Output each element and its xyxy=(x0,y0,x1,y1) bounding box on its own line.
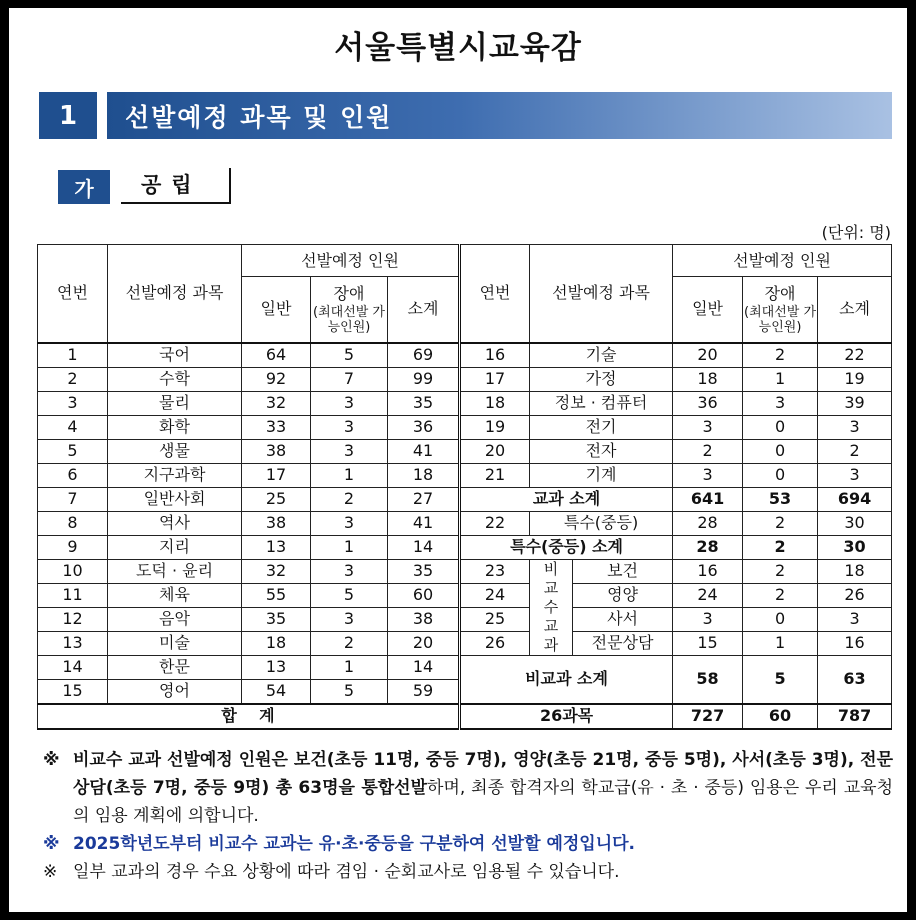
cell-general: 16 xyxy=(673,559,743,583)
header-disabled-label: 장애 xyxy=(764,284,796,304)
cell-disabled: 1 xyxy=(311,535,388,559)
cell-general: 20 xyxy=(673,343,743,368)
nonsubject-subtotal-total: 63 xyxy=(818,655,892,704)
cell-general: 2 xyxy=(673,439,743,463)
cell-general: 28 xyxy=(673,511,743,535)
note-1 xyxy=(43,746,893,830)
cell-general: 35 xyxy=(242,607,311,631)
cell-disabled: 2 xyxy=(743,583,818,607)
cell-no: 14 xyxy=(38,655,108,679)
cell-subject: 화학 xyxy=(108,415,242,439)
cell-no: 25 xyxy=(460,607,530,631)
cell-no: 23 xyxy=(460,559,530,583)
table-row xyxy=(38,535,892,559)
cell-disabled: 7 xyxy=(311,367,388,391)
cell-no: 16 xyxy=(460,343,530,368)
header-disabled-note: (최대선발 가능인원) xyxy=(313,305,385,336)
nonsubject-subtotal-general: 58 xyxy=(673,655,743,704)
header-row xyxy=(38,245,892,277)
cell-disabled: 5 xyxy=(311,679,388,704)
cell-general: 17 xyxy=(242,463,311,487)
grand-total-label: 합 계 xyxy=(38,704,460,729)
cell-disabled: 3 xyxy=(311,391,388,415)
nonsubject-char: 비 xyxy=(543,559,559,578)
note-2 xyxy=(43,830,893,858)
cell-subtotal: 18 xyxy=(388,463,460,487)
cell-no: 24 xyxy=(460,583,530,607)
cell-no: 7 xyxy=(38,487,108,511)
cell-disabled: 3 xyxy=(311,511,388,535)
cell-no: 11 xyxy=(38,583,108,607)
cell-disabled: 0 xyxy=(743,415,818,439)
cell-no: 26 xyxy=(460,631,530,655)
grand-total-general: 727 xyxy=(673,704,743,729)
cell-subtotal: 3 xyxy=(818,415,892,439)
cell-general: 3 xyxy=(673,415,743,439)
grand-total-subjects: 26과목 xyxy=(460,704,673,729)
cell-general: 64 xyxy=(242,343,311,368)
cell-disabled: 3 xyxy=(311,559,388,583)
special-subtotal-total: 30 xyxy=(818,535,892,559)
cell-disabled: 2 xyxy=(311,631,388,655)
note-mark: ※ xyxy=(43,862,58,882)
cell-subject: 음악 xyxy=(108,607,242,631)
header-no: 연번 xyxy=(38,245,108,343)
nonsubject-subtotal-label: 비교과 소계 xyxy=(460,655,673,704)
cell-subject: 수학 xyxy=(108,367,242,391)
subject-subtotal-label: 교과 소계 xyxy=(460,487,673,511)
table-row xyxy=(38,391,892,415)
cell-subject: 지구과학 xyxy=(108,463,242,487)
cell-no: 19 xyxy=(460,415,530,439)
cell-disabled: 1 xyxy=(743,367,818,391)
cell-disabled: 1 xyxy=(743,631,818,655)
cell-no: 5 xyxy=(38,439,108,463)
cell-subtotal: 27 xyxy=(388,487,460,511)
table-row xyxy=(38,631,892,655)
nonsubject-group-cell xyxy=(530,559,673,655)
header-disabled xyxy=(743,277,818,343)
special-subtotal-label: 특수(중등) 소계 xyxy=(460,535,673,559)
cell-subject: 미술 xyxy=(108,631,242,655)
cell-no: 9 xyxy=(38,535,108,559)
quota-table xyxy=(37,244,892,730)
table-row xyxy=(38,559,892,583)
cell-subject: 생물 xyxy=(108,439,242,463)
cell-subtotal: 26 xyxy=(818,583,892,607)
cell-subtotal: 20 xyxy=(388,631,460,655)
cell-subject: 일반사회 xyxy=(108,487,242,511)
cell-subject: 기계 xyxy=(530,463,673,487)
subsection-title: 공립 xyxy=(121,168,231,204)
table-row xyxy=(38,367,892,391)
cell-no: 21 xyxy=(460,463,530,487)
cell-general: 13 xyxy=(242,655,311,679)
header-disabled-note: (최대선발 가능인원) xyxy=(744,305,817,336)
cell-disabled: 2 xyxy=(743,511,818,535)
subject-subtotal-total: 694 xyxy=(818,487,892,511)
cell-subtotal: 59 xyxy=(388,679,460,704)
note-3 xyxy=(43,858,893,886)
note-3-text: 일부 교과의 경우 수요 상황에 따라 겸임 · 순회교사로 임용될 수 있습니다. xyxy=(73,862,620,882)
section-title: 선발예정 과목 및 인원 xyxy=(107,92,892,139)
cell-subject: 한문 xyxy=(108,655,242,679)
cell-general: 92 xyxy=(242,367,311,391)
cell-subtotal: 39 xyxy=(818,391,892,415)
nonsubject-char: 수 xyxy=(543,597,559,616)
cell-subject: 정보 · 컴퓨터 xyxy=(530,391,673,415)
section-number: 1 xyxy=(39,92,97,139)
header-subject: 선발예정 과목 xyxy=(108,245,242,343)
note-mark: ※ xyxy=(43,834,60,854)
cell-subject: 역사 xyxy=(108,511,242,535)
cell-subject: 전문상담 xyxy=(591,633,654,652)
note-1-text xyxy=(73,746,893,830)
cell-disabled: 2 xyxy=(743,559,818,583)
unit-label: (단위: 명) xyxy=(821,223,891,242)
cell-subject: 사서 xyxy=(573,608,672,632)
cell-general: 36 xyxy=(673,391,743,415)
cell-disabled: 3 xyxy=(311,439,388,463)
cell-subject: 영어 xyxy=(108,679,242,704)
cell-subtotal: 69 xyxy=(388,343,460,368)
table-row xyxy=(38,607,892,631)
grand-total-total: 787 xyxy=(818,704,892,729)
cell-general: 32 xyxy=(242,391,311,415)
cell-general: 54 xyxy=(242,679,311,704)
cell-subject: 보건 xyxy=(573,560,672,584)
cell-no: 20 xyxy=(460,439,530,463)
cell-no: 17 xyxy=(460,367,530,391)
table-row xyxy=(38,511,892,535)
note-2-text: 2025학년도부터 비교수 교과는 유·초·중등을 구분하여 선발할 예정입니다. xyxy=(73,834,636,854)
cell-subject: 지리 xyxy=(108,535,242,559)
cell-general: 18 xyxy=(242,631,311,655)
cell-general: 32 xyxy=(242,559,311,583)
cell-subject: 체육 xyxy=(108,583,242,607)
cell-general: 33 xyxy=(242,415,311,439)
cell-no: 8 xyxy=(38,511,108,535)
cell-subject: 전자 xyxy=(530,439,673,463)
cell-disabled: 5 xyxy=(311,343,388,368)
cell-subtotal: 99 xyxy=(388,367,460,391)
cell-subject: 국어 xyxy=(108,343,242,368)
subject-subtotal-general: 641 xyxy=(673,487,743,511)
cell-disabled: 3 xyxy=(311,607,388,631)
cell-disabled: 2 xyxy=(743,343,818,368)
cell-subtotal: 60 xyxy=(388,583,460,607)
header-quota: 선발예정 인원 xyxy=(242,245,460,277)
table-row xyxy=(38,583,892,607)
cell-subtotal: 35 xyxy=(388,559,460,583)
subsection-label: 가 xyxy=(58,170,110,204)
table-row xyxy=(38,487,892,511)
cell-subject: 기술 xyxy=(530,343,673,368)
cell-no: 2 xyxy=(38,367,108,391)
cell-subject: 도덕 · 윤리 xyxy=(108,559,242,583)
header-subtotal: 소계 xyxy=(818,277,892,343)
nonsubject-subtotal-disabled: 5 xyxy=(743,655,818,704)
notes xyxy=(43,746,893,886)
cell-no: 1 xyxy=(38,343,108,368)
header-quota: 선발예정 인원 xyxy=(673,245,892,277)
cell-disabled: 3 xyxy=(311,415,388,439)
cell-subtotal: 3 xyxy=(818,607,892,631)
cell-no: 22 xyxy=(460,511,530,535)
header-subject: 선발예정 과목 xyxy=(530,245,673,343)
special-subtotal-disabled: 2 xyxy=(743,535,818,559)
cell-disabled: 1 xyxy=(311,655,388,679)
cell-no: 13 xyxy=(38,631,108,655)
grand-total-row xyxy=(38,704,892,729)
grand-total-disabled: 60 xyxy=(743,704,818,729)
cell-general: 3 xyxy=(673,607,743,631)
cell-subject: 영양 xyxy=(573,584,672,608)
cell-disabled: 3 xyxy=(743,391,818,415)
cell-subtotal: 2 xyxy=(818,439,892,463)
table-row xyxy=(38,439,892,463)
nonsubject-group-label xyxy=(530,560,573,655)
cell-general: 15 xyxy=(673,631,743,655)
cell-no: 18 xyxy=(460,391,530,415)
cell-general: 38 xyxy=(242,511,311,535)
cell-no: 10 xyxy=(38,559,108,583)
cell-subject: 특수(중등) xyxy=(530,511,673,535)
table-row xyxy=(38,415,892,439)
table-row xyxy=(38,655,892,679)
nonsubject-char: 과 xyxy=(543,635,559,654)
cell-no: 12 xyxy=(38,607,108,631)
cell-disabled: 2 xyxy=(311,487,388,511)
cell-general: 38 xyxy=(242,439,311,463)
table-row xyxy=(38,343,892,368)
cell-disabled: 0 xyxy=(743,439,818,463)
cell-disabled: 1 xyxy=(311,463,388,487)
cell-subtotal: 41 xyxy=(388,511,460,535)
cell-no: 4 xyxy=(38,415,108,439)
cell-subject: 가정 xyxy=(530,367,673,391)
cell-subtotal: 30 xyxy=(818,511,892,535)
cell-disabled: 0 xyxy=(743,607,818,631)
cell-subject: 물리 xyxy=(108,391,242,415)
cell-general: 13 xyxy=(242,535,311,559)
cell-subtotal: 35 xyxy=(388,391,460,415)
cell-subtotal: 19 xyxy=(818,367,892,391)
header-subtotal: 소계 xyxy=(388,277,460,343)
special-subtotal-general: 28 xyxy=(673,535,743,559)
cell-subtotal: 38 xyxy=(388,607,460,631)
cell-general: 55 xyxy=(242,583,311,607)
table-row xyxy=(38,463,892,487)
note-1-bold: 비교수 교과 선발예정 인원은 보건(초등 11명, 중등 7명), 영양(초등 21명, 중등 5명), 사서(초등 3명), 전문상담(초등 7명, 중등 9명) 총 63명을 통합선발 xyxy=(73,750,893,798)
cell-disabled: 5 xyxy=(311,583,388,607)
cell-general: 18 xyxy=(673,367,743,391)
note-mark: ※ xyxy=(43,750,60,770)
cell-subtotal: 3 xyxy=(818,463,892,487)
header-disabled-label: 장애 xyxy=(333,284,365,304)
header-general: 일반 xyxy=(673,277,743,343)
cell-disabled: 0 xyxy=(743,463,818,487)
cell-subtotal: 18 xyxy=(818,559,892,583)
document-page xyxy=(9,8,907,912)
cell-subtotal: 41 xyxy=(388,439,460,463)
nonsubject-char: 교 xyxy=(543,578,559,597)
cell-subtotal: 16 xyxy=(818,631,892,655)
header-general: 일반 xyxy=(242,277,311,343)
cell-subtotal: 36 xyxy=(388,415,460,439)
nonsubject-char: 교 xyxy=(543,616,559,635)
cell-no: 15 xyxy=(38,679,108,704)
cell-no: 3 xyxy=(38,391,108,415)
note-1-rest: 하며, 최종 합격자의 학교급(유 · 초 · 중등) 임용은 우리 교육청의 임용 계획에 의합니다. xyxy=(73,778,893,826)
header-no: 연번 xyxy=(460,245,530,343)
subject-subtotal-disabled: 53 xyxy=(743,487,818,511)
cell-subject: 전기 xyxy=(530,415,673,439)
page-title: 서울특별시교육감 xyxy=(334,30,582,66)
cell-general: 3 xyxy=(673,463,743,487)
cell-general: 25 xyxy=(242,487,311,511)
cell-subtotal: 22 xyxy=(818,343,892,368)
cell-subtotal: 14 xyxy=(388,655,460,679)
cell-no: 6 xyxy=(38,463,108,487)
cell-general: 24 xyxy=(673,583,743,607)
cell-subtotal: 14 xyxy=(388,535,460,559)
header-disabled xyxy=(311,277,388,343)
